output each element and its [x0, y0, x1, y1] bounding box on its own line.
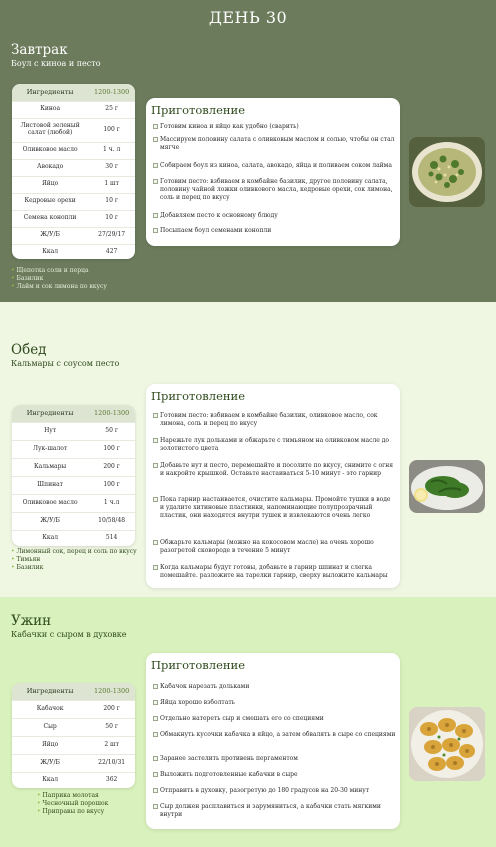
ingredient-amount: 2 шт: [88, 736, 135, 754]
meal-title: Ужин: [11, 613, 52, 629]
lunch-section: [0, 302, 496, 597]
table-row: [12, 736, 135, 754]
table-row: [12, 101, 135, 118]
ingredient-amount: 200 г: [88, 700, 135, 718]
step-item: Посыпаем боул семенами конопли: [153, 227, 396, 235]
note-text: Чесночный порошок: [42, 800, 109, 808]
notes-list: [37, 792, 108, 816]
table-row: [12, 458, 135, 476]
table-row: [12, 718, 135, 736]
ingredients-header: Ингредиенты: [12, 683, 88, 700]
step-item: Массируем половину салата с оливковым маслом и солью, чтобы он стал мягче: [153, 136, 396, 152]
note-text: Лайм и сок лимона по вкусу: [16, 283, 107, 291]
note-text: Лимонный сок, перец и соль по вкусу: [16, 548, 137, 555]
meal-title: Обед: [11, 342, 47, 358]
step-item: Обжарьте кальмары (можно на кокосовом масле) на очень хорошо разогретой сковороде в течение 5 минут: [153, 539, 396, 555]
step-item: Яйца хорошо взболтать: [153, 699, 396, 707]
step-item: Отправить в духовку, разогретую до 180 градусов на 20-30 минут: [153, 787, 396, 795]
table-row: [12, 159, 135, 176]
table-row: [12, 118, 135, 142]
note-text: Базилик: [16, 564, 44, 572]
breakfast-section: [0, 0, 496, 302]
table-row: [12, 494, 135, 512]
ingredient-name: Листовой зеленый салат (любой): [12, 118, 88, 142]
step-item: Когда кальмары будут готовы, добавьте в гарнир шпинат и слегка помешайте. разложите на тарелки гарнир, сверху выложите кальмары: [153, 564, 396, 580]
macro-label: Ж/У/Б: [12, 512, 88, 530]
ingredients-header: Ингредиенты: [12, 84, 88, 101]
table-row: [12, 476, 135, 494]
step-item: Добавляем песто к основному блюду: [153, 212, 396, 220]
ingredient-amount: 100 г: [88, 118, 135, 142]
note-text: Базилик: [16, 275, 44, 283]
note-text: Приправы по вкусу: [42, 808, 105, 816]
notes-list: [11, 548, 137, 572]
ingredients-header: Ингредиенты: [12, 405, 88, 422]
ingredient-name: Нут: [12, 422, 88, 440]
table-row: [12, 422, 135, 440]
meal-subtitle: Кабачки с сыром в духовке: [11, 630, 127, 639]
preparation-title: Приготовление: [151, 103, 246, 117]
step-item: Готовим песто: взбиваем в комбайне базилик, оливковое масло, сок лимона, соль и перец по вкусу: [153, 412, 396, 428]
ingredients-table: [12, 84, 135, 261]
list-item: • Базилик: [11, 564, 44, 572]
ingredient-amount: 25 г: [88, 101, 135, 118]
ingredient-amount: 50 г: [88, 422, 135, 440]
calorie-range-header: 1200-1300: [88, 405, 135, 422]
table-row: [12, 754, 135, 772]
ingredient-amount: 200 г: [88, 458, 135, 476]
preparation-title: Приготовление: [151, 389, 246, 403]
squid-pesto-photo: [409, 460, 485, 513]
ingredient-amount: 50 г: [88, 718, 135, 736]
macro-values: 22/10/31: [88, 754, 135, 772]
macro-label: Ж/У/Б: [12, 754, 88, 772]
meal-title: Завтрак: [11, 42, 68, 58]
ingredients-card: [12, 683, 135, 788]
baked-zucchini-photo: [409, 707, 485, 781]
table-row: [12, 176, 135, 193]
calorie-range-header: 1200-1300: [88, 84, 135, 101]
kcal-label: Ккал: [12, 530, 88, 547]
list-item: • Щепотка соли и перца: [11, 267, 89, 274]
ingredient-amount: 10 г: [88, 193, 135, 210]
ingredients-table: [12, 405, 135, 547]
meal-subtitle: Боул с киноа и песто: [11, 59, 101, 68]
list-item: • Лимонный сок, перец и соль по вкусу: [11, 548, 137, 555]
note-text: Щепотка соли и перца: [16, 267, 89, 274]
preparation-card: [146, 653, 400, 829]
table-row: [12, 512, 135, 530]
preparation-card: [146, 98, 400, 246]
preparation-card: [146, 384, 400, 588]
step-item: Обмакнуть кусочки кабачка в яйцо, а затем обвалять в сыре со специями: [153, 731, 396, 739]
step-item: Готовим киноа и яйцо как удобно (сварить): [153, 123, 396, 131]
step-item: Собираем боул из киноа, салата, авокадо, яйца и поливаем соком лайма: [153, 162, 396, 170]
step-item: Отдельно натереть сыр и смешать его со специями: [153, 715, 396, 723]
ingredient-amount: 1 ч. л: [88, 142, 135, 159]
step-item: Пока гарнир настаивается, очистите кальмары. Промойте тушки в воде и удалите хитиновые пластинки, напоминающие полупрозрачный пластик, они находятся внутри тушек и извлекаются очень легко: [153, 496, 396, 519]
ingredient-amount: 1 шт: [88, 176, 135, 193]
ingredient-amount: 10 г: [88, 210, 135, 227]
table-row: [12, 530, 135, 547]
table-row: [12, 142, 135, 159]
list-item: • Тимьян: [11, 556, 41, 564]
list-item: • Базилик: [11, 275, 44, 283]
ingredient-name: Оливковое масло: [12, 494, 88, 512]
table-row: [12, 700, 135, 718]
ingredient-amount: 1 ч.л: [88, 494, 135, 512]
ingredient-name: Авокадо: [12, 159, 88, 176]
ingredient-amount: 100 г: [88, 440, 135, 458]
preparation-title: Приготовление: [151, 658, 246, 672]
step-item: Кабачок нарезать дольками: [153, 683, 396, 691]
kcal-value: 514: [88, 530, 135, 547]
step-item: Сыр должен расплавиться и зарумяниться, а кабачки стать мягкими внутри: [153, 803, 396, 819]
table-row: [12, 772, 135, 788]
list-item: • Паприка молотая: [37, 792, 99, 799]
table-row: [12, 244, 135, 261]
table-row: [12, 210, 135, 227]
quinoa-bowl-photo: [409, 137, 485, 207]
step-item: Нарежьте лук дольками и обжарьте с тимьяном на оливковом масле до золотистого цвета: [153, 437, 396, 453]
macro-values: 10/58/48: [88, 512, 135, 530]
list-item: • Приправы по вкусу: [37, 808, 105, 816]
day-title: ДЕНЬ 30: [208, 8, 288, 27]
table-row: [12, 227, 135, 244]
notes-list: [11, 267, 107, 291]
ingredient-name: Кальмары: [12, 458, 88, 476]
ingredient-name: Яйцо: [12, 736, 88, 754]
macro-label: Ж/У/Б: [12, 227, 88, 244]
ingredient-amount: 100 г: [88, 476, 135, 494]
kcal-label: Ккал: [12, 244, 88, 261]
step-item: Выложить подготовленные кабачки в сыре: [153, 771, 396, 779]
dinner-section: [0, 597, 496, 847]
meal-subtitle: Кальмары с соусом песто: [11, 359, 120, 368]
list-item: • Чесночный порошок: [37, 800, 109, 808]
table-row: [12, 440, 135, 458]
macro-values: 27/29/17: [88, 227, 135, 244]
ingredient-name: Оливковое масло: [12, 142, 88, 159]
ingredient-name: Семена конопли: [12, 210, 88, 227]
note-text: Паприка молотая: [42, 792, 99, 799]
step-item: Добавьте нут и песто, перемешайте и посолите по вкусу, снимите с огня и накройте крышкой. Оставьте настаиваться 5-10 минут - это гарнир: [153, 462, 396, 478]
ingredient-name: Шпинат: [12, 476, 88, 494]
kcal-value: 427: [88, 244, 135, 261]
note-text: Тимьян: [16, 556, 41, 564]
ingredient-name: Сыр: [12, 718, 88, 736]
kcal-label: Ккал: [12, 772, 88, 788]
calorie-range-header: 1200-1300: [88, 683, 135, 700]
ingredient-name: Кедровые орехи: [12, 193, 88, 210]
kcal-value: 362: [88, 772, 135, 788]
ingredient-name: Кабачок: [12, 700, 88, 718]
ingredients-card: [12, 405, 135, 546]
ingredient-name: Яйцо: [12, 176, 88, 193]
ingredient-name: Лук-шалот: [12, 440, 88, 458]
ingredients-table: [12, 683, 135, 788]
step-item: Заранее застелить противень пергаментом: [153, 755, 396, 763]
ingredients-card: [12, 84, 135, 259]
step-item: Готовим песто: взбиваем в комбайне базилик, другое половину салата, половину чайной ложки оливкового масла, кедровые орехи, сок лимона, соль и перец по вкусу: [153, 178, 396, 201]
table-row: [12, 193, 135, 210]
list-item: • Лайм и сок лимона по вкусу: [11, 283, 107, 291]
ingredient-name: Киноа: [12, 101, 88, 118]
ingredient-amount: 30 г: [88, 159, 135, 176]
